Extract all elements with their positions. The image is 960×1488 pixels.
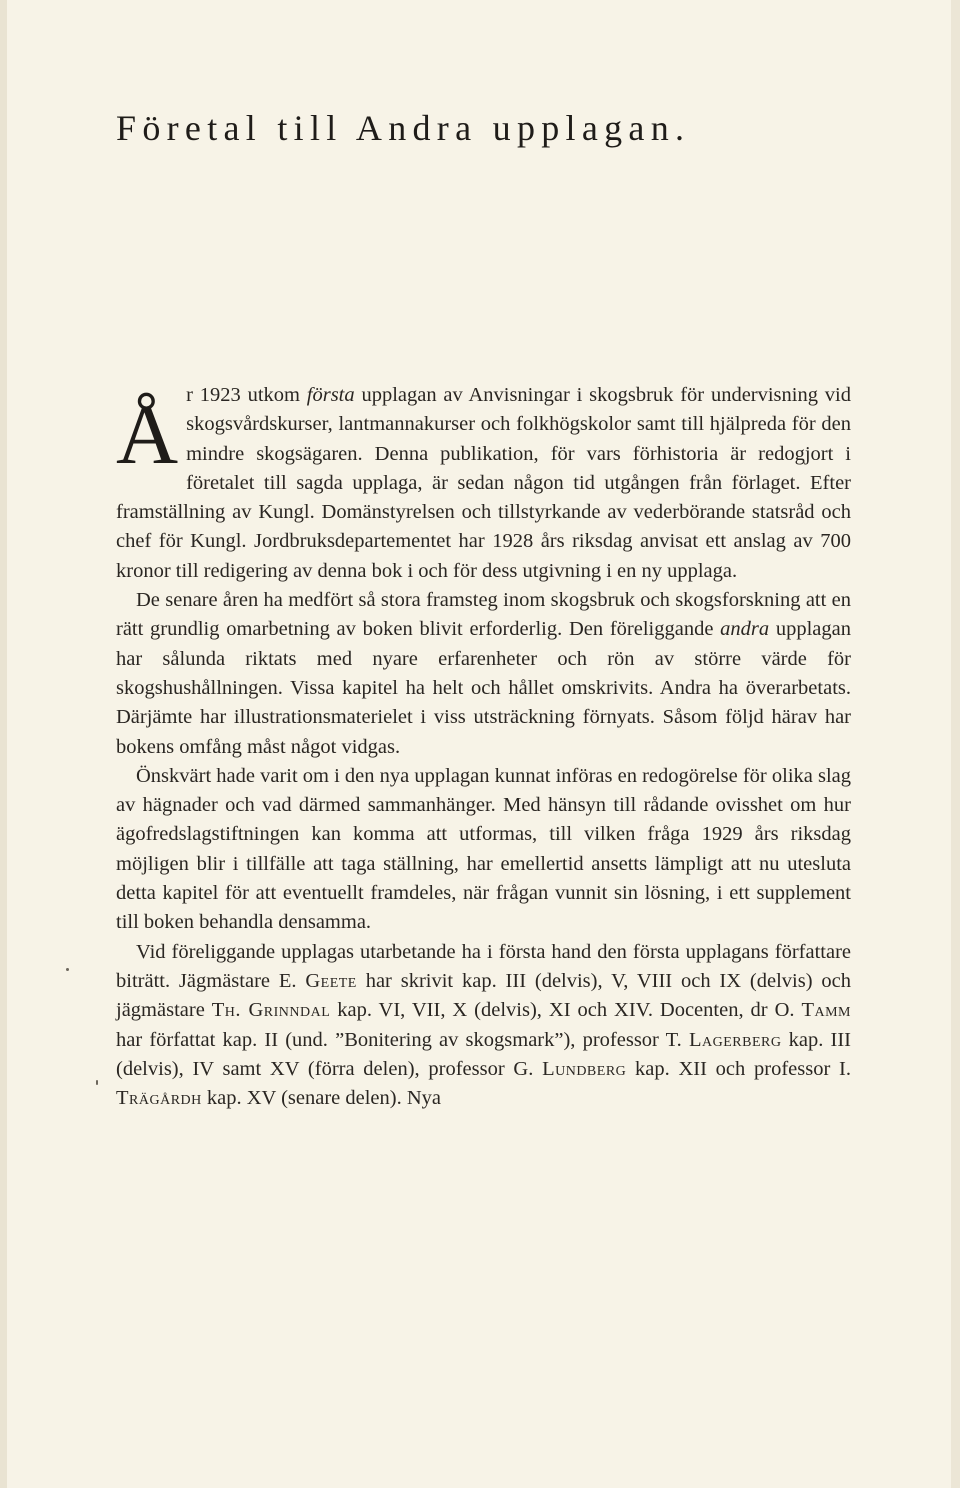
paragraph-1-text-a: r 1923 utkom xyxy=(186,384,307,406)
paragraph-3: Önskvärt hade varit om i den nya upplagan kunnat införas en redogörelse för olika slag av hägnader och vad därmed sammanhänger. Med hänsyn till rådande ovisshet om hur ägofredslagstiftningen kan komma att utformas, till vilken fråga 1929 års riksdag möjligen blir i tillfälle att taga ställning, har emellertid ansetts lämpligt att nu utesluta detta kapitel för att eventuellt framdeles, när frågan vunnit sin lösning, i ett supplement till boken behandla densamma. xyxy=(116,764,852,934)
paragraph-1-text-b: upplagan av Anvisningar i skogsbruk för undervisning vid skogsvårdskurser, lantmannakurser och folkhögskolor samt till hjälpreda för den mindre skogsägaren. Denna publikation, för vars förhistoria är redogjort i företalet till sagda upplaga, är sedan någon tid utgången från förlaget. Efter framställning av Kungl. Domänstyrelsen och tillstyrkande av vederbörande statsråd och chef för Kungl. Jordbruksdepartementet har 1928 års riksdag anvisat ett anslag av 700 kronor till redigering av denna bok i och för dess utgivning i en ny upplaga. xyxy=(116,384,851,582)
author-name-lagerberg: Lagerberg xyxy=(688,1028,782,1051)
author-name-geete: Geete xyxy=(305,969,357,992)
paragraph-2 xyxy=(116,586,851,762)
stray-ink-mark xyxy=(96,1080,98,1085)
stray-ink-mark xyxy=(66,968,69,971)
paragraph-4 xyxy=(116,938,851,1114)
page-edge-left xyxy=(0,0,7,1488)
paragraph-2-text-a: De senare åren ha medfört så stora framsteg inom skogsbruk och skogsforskning att en rätt grundlig omarbetning av boken blivit erforderlig. Den föreliggande xyxy=(116,589,851,641)
paragraph-4-text-1: Vid föreliggande upplagas utarbetande ha i första hand den första upplagans författare biträtt. Jägmästare E. xyxy=(116,940,851,992)
paragraph-4-text-2: har skrivit kap. III (delvis), V, VIII och IX (delvis) och jägmästare xyxy=(116,969,851,1022)
drop-cap: Å xyxy=(116,386,179,482)
paragraph-4-text-5: kap. III (delvis), IV samt XV (förra delen), professor G. xyxy=(116,1028,851,1080)
author-name-grinndal: Th. Grinndal xyxy=(211,999,331,1022)
paragraph-4-text-4: har författat kap. II (und. ”Bonitering av skogsmark”), professor T. xyxy=(116,1028,689,1051)
paragraph-2-text-b: upplagan har sålunda riktats med nyare erfarenheter och rön av större värde för skogshushållningen. Vissa kapitel ha helt och hållet omskrivits. Andra ha överarbetats. Därjämte har illustrationsmaterielet i viss utsträckning förnyats. Såsom följd härav har bokens omfång måst något vidgas. xyxy=(116,618,851,758)
author-name-tamm: Tamm xyxy=(801,999,851,1022)
author-name-lundberg: Lundberg xyxy=(542,1057,627,1080)
paragraph-4-text-3: kap. VI, VII, X (delvis), XI och XIV. Docenten, dr O. xyxy=(330,999,802,1022)
paragraph-1-italic: första xyxy=(306,384,355,406)
page-edge-right xyxy=(951,0,960,1488)
paragraph-1 xyxy=(116,381,851,586)
paragraph-4-text-7: kap. XV (senare delen). Nya xyxy=(201,1087,442,1110)
paragraph-4-text-6: kap. XII och professor I. xyxy=(626,1057,851,1080)
paragraph-2-italic: andra xyxy=(720,618,770,641)
author-name-tragardh: Trägårdh xyxy=(116,1087,202,1110)
body-text xyxy=(116,381,851,1113)
page-title: Företal till Andra upplagan. xyxy=(116,108,691,148)
